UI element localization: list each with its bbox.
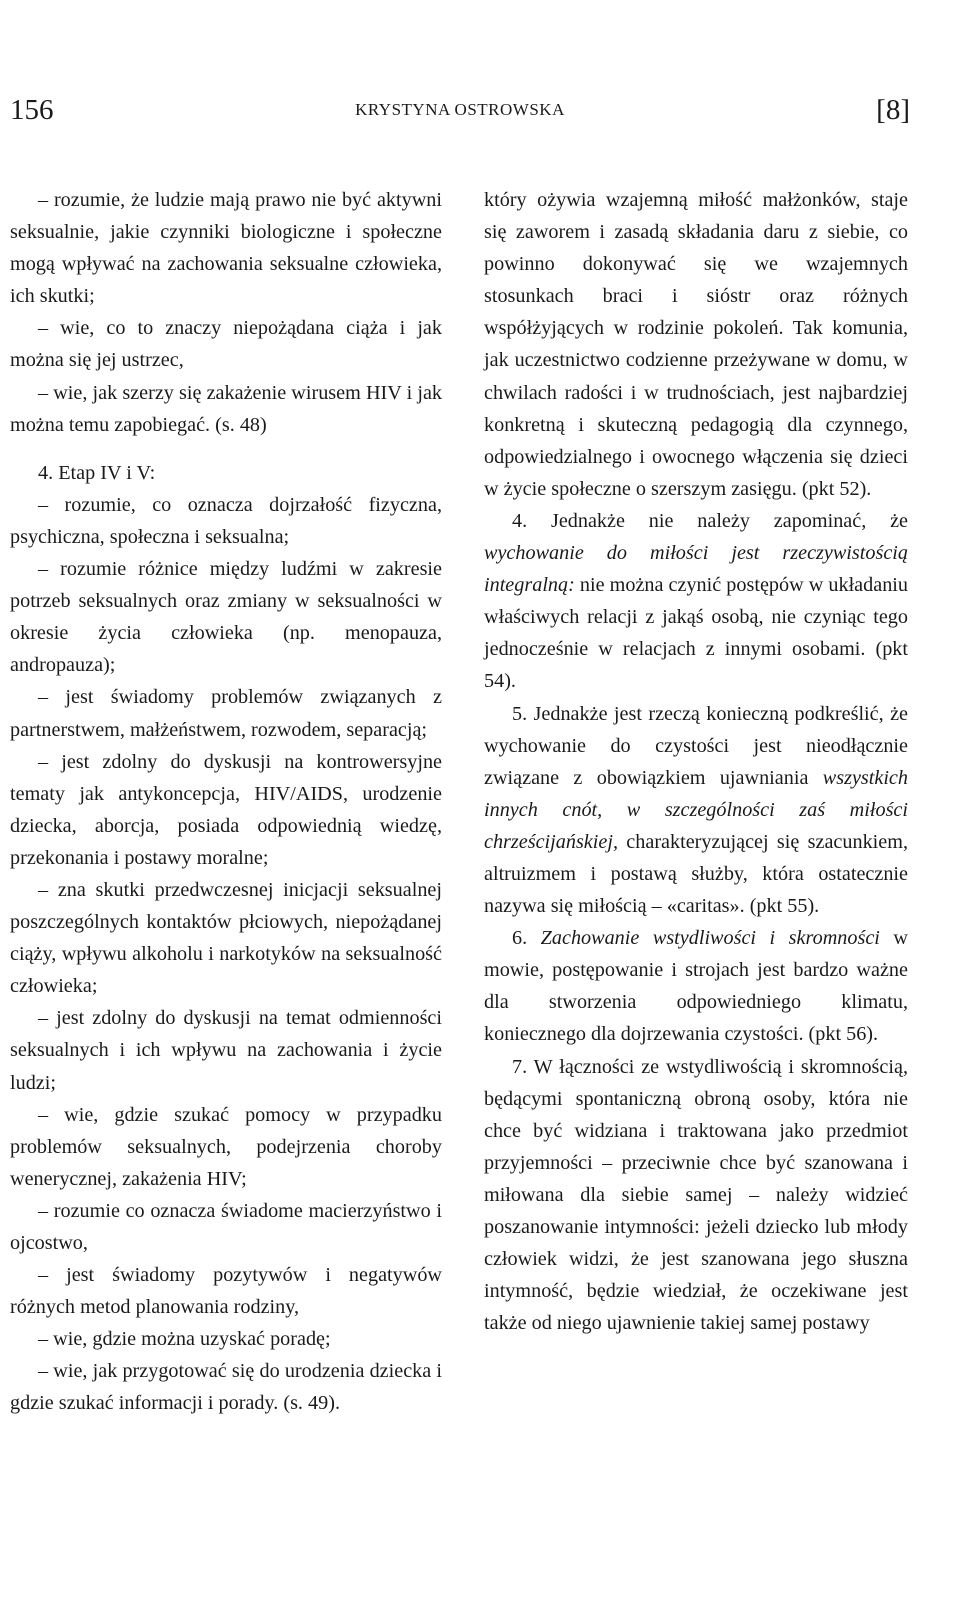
- page-number: 156: [10, 94, 54, 126]
- emphasis-text: wszystkich innych cnót, w szczególności zaś miłości chrześcijańskiej,: [484, 766, 908, 853]
- list-item: – zna skutki przedwczesnej inicjacji seksualnej poszczególnych kontaktów płciowych, niepożądanej ciąży, wpływu alkoholu i narkotyków na seksualność człowieka;: [10, 878, 442, 998]
- list-item: – jest świadomy pozytywów i negatywów różnych metod planowania rodziny,: [10, 1264, 442, 1319]
- paragraph-continuation: który ożywia wzajemną miłość małżonków, staje się zaworem i zasadą składania daru z siebie, co powinno dokonywać się we wzajemnych stosunkach braci i sióstr oraz różnych współżyjących w rodzinie pokoleń. Tak komunia, jak uczestnictwo codzienne przeżywane w domu, w chwilach radości i w trudnościach, jest najbardziej konkretną i skuteczną pedagogią dla czynnego, odpowiedzialnego i owocnego włączenia się dzieci w życie społeczne o szerszym zasięgu. (pkt 52).: [484, 189, 908, 500]
- paragraph-point-4: [484, 505, 908, 698]
- emphasis-text: Zachowanie wstydliwości i skromności: [540, 927, 880, 950]
- list-item: – rozumie, co oznacza dojrzałość fizyczna, psychiczna, społeczna i seksualna;: [10, 493, 442, 548]
- paragraph-text: charakteryzującej się szacunkiem, altruizmem i postawą służby, która ostatecznie nazywa się miłością – «caritas». (pkt 55).: [484, 830, 908, 918]
- list-item: – wie, jak szerzy się zakażenie wirusem HIV i jak można temu zapobiegać. (s. 48): [10, 381, 442, 436]
- paragraph-text: w mowie, postępowanie i strojach jest bardzo ważne dla stworzenia odpowiedniego klimatu, koniecznego dla dojrzewania czystości. (pkt 56).: [484, 927, 908, 1046]
- list-item: – wie, co to znaczy niepożądana ciąża i jak można się jej ustrzec,: [10, 317, 442, 372]
- list-item: – wie, jak przygotować się do urodzenia dziecka i gdzie szukać informacji i porady. (s. 49).: [10, 1360, 442, 1415]
- paragraph-text: 6.: [512, 927, 541, 950]
- list-item: – rozumie różnice między ludźmi w zakresie potrzeb seksualnych oraz zmiany w seksualności w okresie życia człowieka (np. menopauza, andropauza);: [10, 558, 442, 677]
- paragraph-text: 4. Jednakże nie należy zapominać, że: [512, 509, 908, 532]
- paragraph-point-5: [484, 698, 908, 923]
- emphasis-text: wychowanie do miłości jest rzeczywistością integralną:: [484, 542, 908, 597]
- left-column: [10, 184, 442, 1420]
- stage-heading: 4. Etap IV i V:: [38, 461, 156, 484]
- list-item: – jest świadomy problemów związanych z partnerstwem, małżeństwem, rozwodem, separacją;: [10, 686, 442, 741]
- paragraph-text: nie można czynić postępów w układaniu właściwych relacji z jakąś osobą, nie czyniąc tego jednocześnie w relacjach z innymi osobami. (pkt 54).: [484, 574, 908, 693]
- list-item: – jest zdolny do dyskusji na temat odmienności seksualnych i ich wpływu na zachowania i życie ludzi;: [10, 1007, 442, 1094]
- list-item: – wie, gdzie można uzyskać poradę;: [38, 1328, 331, 1351]
- list-item: – rozumie, że ludzie mają prawo nie być aktywni seksualnie, jakie czynniki biologiczne i społeczne mogą wpływać na zachowania seksualne człowieka, ich skutki;: [10, 189, 442, 308]
- paragraph-text: 5. Jednakże jest rzeczą konieczną podkreślić, że wychowanie do czystości jest nieodłącznie związane z obowiązkiem ujawniania: [484, 702, 908, 789]
- right-column: [484, 184, 908, 1339]
- list-item: – rozumie co oznacza świadome macierzyństwo i ojcostwo,: [10, 1199, 442, 1254]
- page-header: [10, 90, 910, 130]
- running-head-author: KRYSTYNA OSTROWSKA: [355, 100, 565, 119]
- paragraph-point-7: 7. W łączności ze wstydliwością i skromnością, będącymi spontaniczną obroną osoby, która nie chce być widziana i traktowana jako przedmiot przyjemności – przeciwnie chce być szanowana i miłowana dla siebie samej – należy widzieć poszanowanie intymności: jeżeli dziecko lub młody człowiek widzi, że jest szanowana jego słuszna intymność, będzie wiedział, że oczekiwane jest także od niego ujawnienie takiej samej postawy: [484, 1055, 908, 1335]
- list-item: – jest zdolny do dyskusji na kontrowersyjne tematy jak antykoncepcja, HIV/AIDS, urodzenie dziecka, aborcja, posiada odpowiednią wiedzę, przekonania i postawy moralne;: [10, 750, 442, 869]
- section-mark: [8]: [876, 94, 910, 126]
- paragraph-point-6: [484, 922, 908, 1050]
- list-item: – wie, gdzie szukać pomocy w przypadku problemów seksualnych, podejrzenia choroby wenerycznej, zakażenia HIV;: [10, 1103, 442, 1190]
